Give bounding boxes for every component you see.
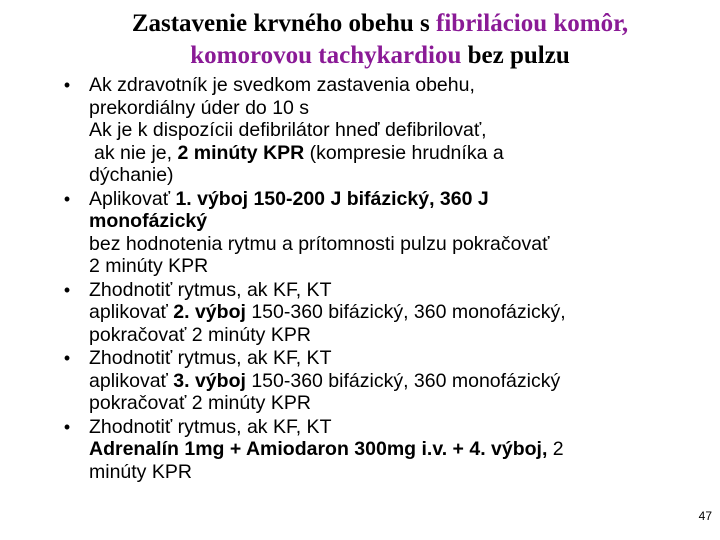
list-item bbox=[60, 416, 700, 484]
text-run: Aplikovať bbox=[89, 187, 176, 210]
bullet-list bbox=[60, 74, 700, 484]
text-line bbox=[89, 370, 700, 393]
text-line: Ak je k dispozícii defibrilátor hneď defibrilovať, bbox=[89, 119, 487, 141]
text-run: (kompresie hrudníka a bbox=[304, 141, 504, 164]
emphasis-text: Adrenalín 1mg + Amiodaron 300mg i.v. + 4. výboj, bbox=[89, 438, 548, 460]
bullet-dot-icon: • bbox=[63, 188, 71, 209]
list-item bbox=[60, 347, 700, 415]
text-line: dýchanie) bbox=[89, 164, 174, 186]
page-number: 47 bbox=[698, 509, 712, 523]
emphasis-text: 1. výboj 150-200 J bifázický, 360 J bbox=[175, 187, 489, 210]
title-highlight-2: komorovou tachykardiou bbox=[190, 42, 462, 69]
text-run: 150-360 bifázický, 360 monofázický bbox=[245, 369, 561, 392]
text-line bbox=[89, 142, 700, 165]
text-line bbox=[89, 301, 700, 324]
slide-title bbox=[60, 8, 700, 72]
emphasis-text: monofázický bbox=[89, 210, 208, 232]
emphasis-text: 2 minúty KPR bbox=[177, 141, 305, 164]
bullet-dot-icon: • bbox=[63, 348, 71, 368]
emphasis-text: 3. výboj bbox=[173, 369, 246, 392]
bullet-dot-icon: • bbox=[63, 75, 71, 95]
text-line: prekordiálny úder do 10 s bbox=[89, 96, 310, 119]
text-line: 2 minúty KPR bbox=[89, 255, 209, 277]
bullet-dot-icon: • bbox=[63, 416, 71, 437]
text-run: 150-360 bifázický, 360 monofázický, bbox=[245, 301, 566, 323]
text-line: minúty KPR bbox=[89, 460, 192, 483]
text-line: Zhodnotiť rytmus, ak KF, KT bbox=[89, 347, 332, 369]
title-text-1: Zastavenie krvného obehu s bbox=[131, 10, 437, 37]
list-item bbox=[60, 279, 700, 347]
text-run: ak nie je, bbox=[94, 141, 178, 164]
list-item bbox=[60, 188, 700, 278]
text-line: pokračovať 2 minúty KPR bbox=[89, 392, 311, 414]
text-line: Ak zdravotník je svedkom zastavenia obehu, bbox=[89, 74, 475, 96]
bullet-dot-icon: • bbox=[63, 279, 71, 300]
text-line bbox=[89, 210, 700, 233]
title-highlight-1: fibriláciou komôr, bbox=[436, 10, 629, 37]
text-run: aplikovať bbox=[89, 301, 174, 323]
text-run: aplikovať bbox=[89, 369, 174, 392]
text-run: 2 bbox=[547, 438, 564, 460]
text-line: bez hodnotenia rytmu a prítomnosti pulzu pokračovať bbox=[89, 232, 550, 255]
text-line bbox=[89, 188, 700, 211]
list-item bbox=[60, 74, 700, 187]
emphasis-text: 2. výboj bbox=[173, 301, 246, 323]
text-line: Zhodnotiť rytmus, ak KF, KT bbox=[89, 278, 332, 301]
text-line bbox=[89, 438, 700, 461]
text-line: Zhodnotiť rytmus, ak KF, KT bbox=[89, 415, 332, 438]
title-text-2: bez pulzu bbox=[461, 42, 570, 69]
text-line: pokračovať 2 minúty KPR bbox=[89, 323, 311, 346]
